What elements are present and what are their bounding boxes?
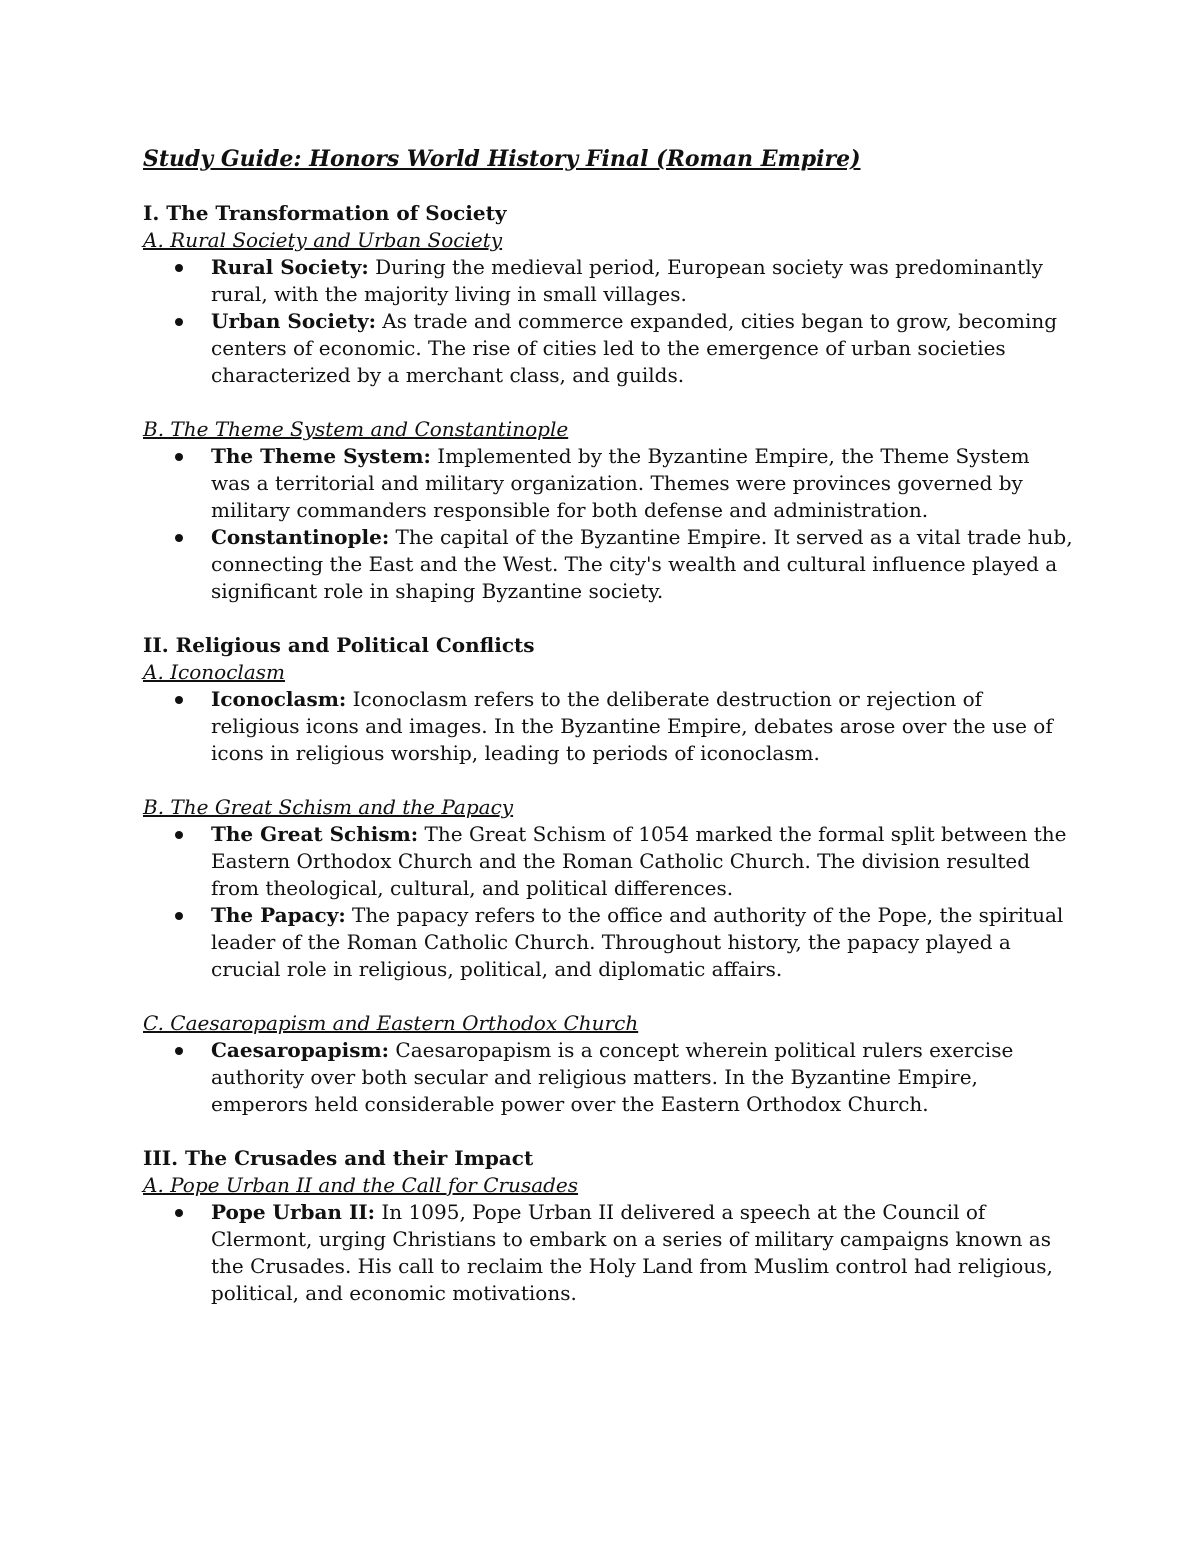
list-item: [143, 821, 1073, 902]
item-text: Iconoclasm refers to the deliberate destruction or rejection of religious icons and images. In the Byzantine Empire, debates arose over the use of icons in religious worship, leading to periods of iconoclasm.: [211, 687, 1053, 765]
item-term: The Papacy:: [211, 903, 346, 927]
item-text: The capital of the Byzantine Empire. It served as a vital trade hub, connecting the East and the West. The city's wealth and cultural influence played a significant role in shaping Byzantine society.: [211, 525, 1073, 603]
bullet-list: [143, 254, 1073, 389]
item-text: As trade and commerce expanded, cities began to grow, becoming centers of economic. The rise of cities led to the emergence of urban societies characterized by a merchant class, and guilds.: [211, 309, 1058, 387]
bullet-list: [143, 1037, 1073, 1118]
item-term: Rural Society:: [211, 255, 369, 279]
list-item: [143, 1037, 1073, 1118]
paragraph-gap: [143, 605, 1073, 632]
subsection-heading-2a: A. Iconoclasm: [143, 660, 285, 684]
item-text: The Great Schism of 1054 marked the formal split between the Eastern Orthodox Church and the Roman Catholic Church. The division resulted from theological, cultural, and political differences.: [211, 822, 1067, 900]
bullet-list: [143, 1199, 1073, 1307]
item-text: Caesaropapism is a concept wherein political rulers exercise authority over both secular and religious matters. In the Byzantine Empire, emperors held considerable power over the Eastern Orthodox Church.: [211, 1038, 1014, 1116]
list-item: [143, 254, 1073, 308]
list-item: [143, 308, 1073, 389]
section-heading-1: I. The Transformation of Society: [143, 201, 507, 225]
item-text: The papacy refers to the office and authority of the Pope, the spiritual leader of the Roman Catholic Church. Throughout history, the papacy played a crucial role in religious, political, and diplomatic affairs.: [211, 903, 1064, 981]
list-item: [143, 524, 1073, 605]
paragraph-gap: [143, 1118, 1073, 1145]
paragraph-gap: [143, 389, 1073, 416]
item-term: The Great Schism:: [211, 822, 419, 846]
item-term: Caesaropapism:: [211, 1038, 390, 1062]
paragraph-gap: [143, 983, 1073, 1010]
list-item: [143, 443, 1073, 524]
bullet-list: [143, 443, 1073, 605]
subsection-heading-2b: B. The Great Schism and the Papacy: [143, 795, 514, 819]
section-heading-2: II. Religious and Political Conflicts: [143, 633, 535, 657]
item-text: Implemented by the Byzantine Empire, the Theme System was a territorial and military organization. Themes were provinces governed by military commanders responsible for both defense and administration.: [211, 444, 1030, 522]
item-term: Iconoclasm:: [211, 687, 347, 711]
item-term: The Theme System:: [211, 444, 431, 468]
item-term: Pope Urban II:: [211, 1200, 376, 1224]
document-page: [143, 144, 1073, 1307]
bullet-list: [143, 686, 1073, 767]
bullet-list: [143, 821, 1073, 983]
document-title: Study Guide: Honors World History Final (Roman Empire): [143, 146, 861, 172]
list-item: [143, 902, 1073, 983]
item-term: Constantinople:: [211, 525, 390, 549]
subsection-heading-1a: A. Rural Society and Urban Society: [143, 228, 503, 252]
item-text: During the medieval period, European society was predominantly rural, with the majority living in small villages.: [211, 255, 1043, 306]
section-heading-3: III. The Crusades and their Impact: [143, 1146, 534, 1170]
subsection-heading-3a: A. Pope Urban II and the Call for Crusades: [143, 1173, 579, 1197]
list-item: [143, 686, 1073, 767]
paragraph-gap: [143, 767, 1073, 794]
item-term: Urban Society:: [211, 309, 376, 333]
list-item: [143, 1199, 1073, 1307]
subsection-heading-1b: B. The Theme System and Constantinople: [143, 417, 569, 441]
item-text: In 1095, Pope Urban II delivered a speech at the Council of Clermont, urging Christians to embark on a series of military campaigns known as the Crusades. His call to reclaim the Holy Land from Muslim control had religious, political, and economic motivations.: [211, 1200, 1053, 1305]
subsection-heading-2c: C. Caesaropapism and Eastern Orthodox Church: [143, 1011, 639, 1035]
